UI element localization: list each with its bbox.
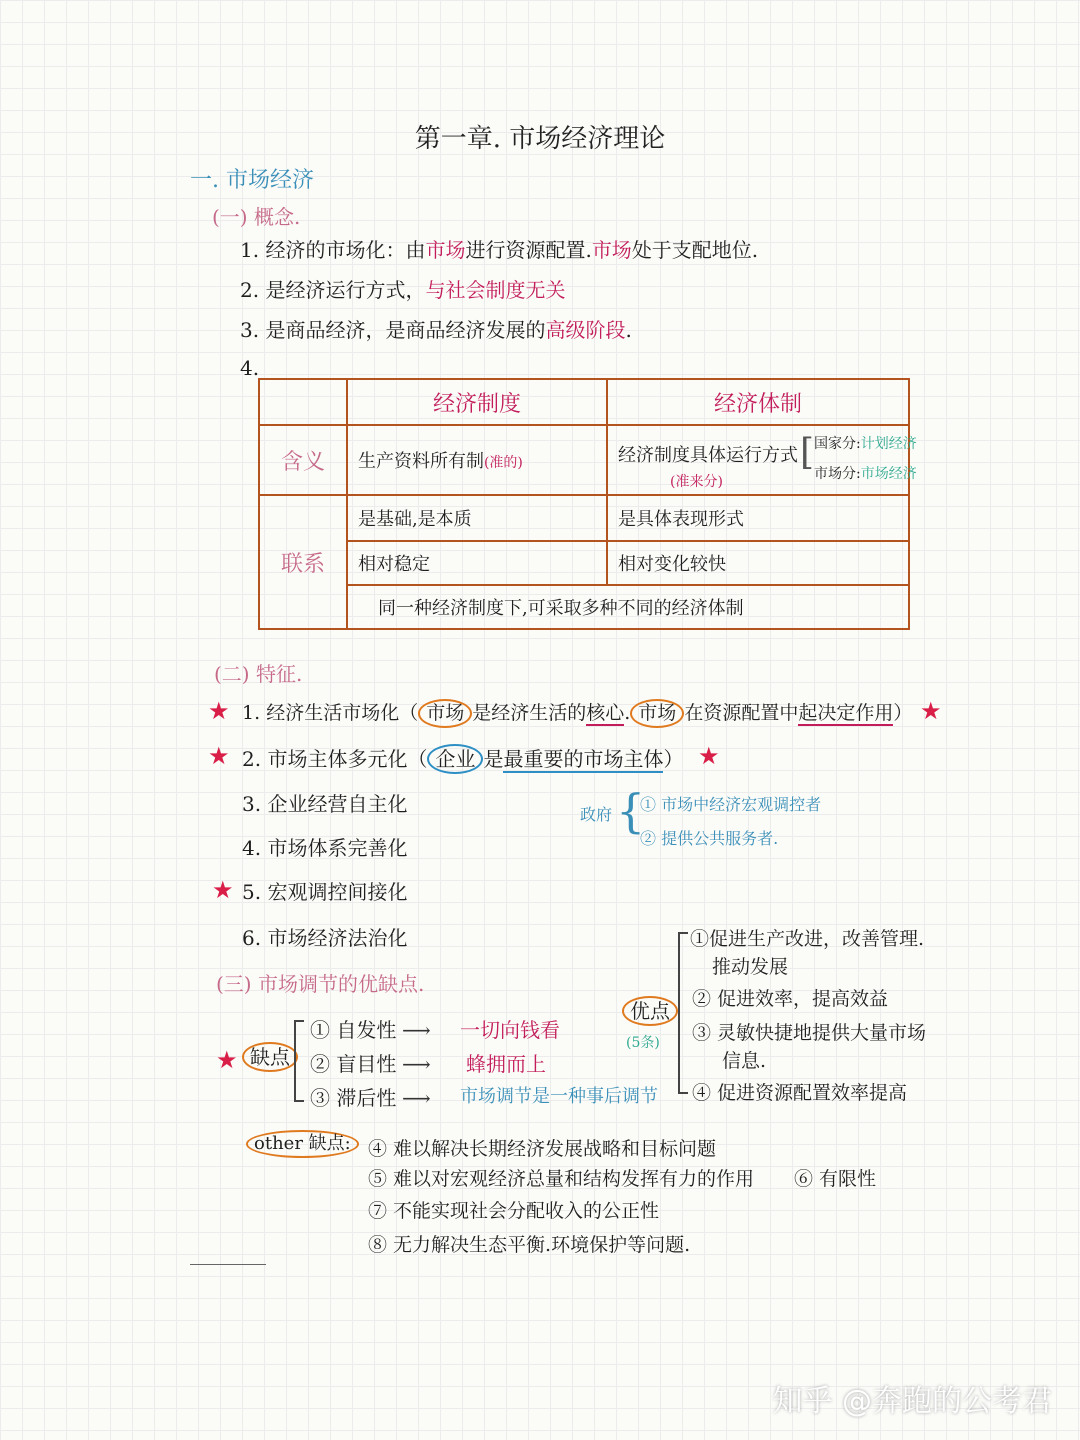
star-icon: ★ bbox=[208, 697, 230, 725]
cons-result-3: 市场调节是一种事后调节 bbox=[460, 1086, 658, 1107]
cons-label: 缺点 bbox=[242, 1042, 298, 1072]
concept-item-1: 1. 经济的市场化：由市场进行资源配置.市场处于支配地位. bbox=[240, 238, 759, 262]
col-header-system: 经济制度 bbox=[347, 379, 607, 425]
other-item-4: ④ 难以解决长期经济发展战略和目标问题 bbox=[368, 1138, 717, 1160]
col-header-regime: 经济体制 bbox=[607, 379, 909, 425]
arrow-icon: ⟶ bbox=[402, 1052, 431, 1076]
star-icon: ★ bbox=[698, 742, 720, 770]
gov-label: 政府 bbox=[580, 805, 613, 824]
cell-rel1-system: 是基础,是本质 bbox=[347, 495, 607, 541]
gov-item-1: ① 市场中经济宏观调控者 bbox=[640, 795, 822, 814]
pros-note: (5条) bbox=[626, 1035, 660, 1051]
feature-item-3: 3. 企业经营自主化 bbox=[242, 792, 408, 816]
pros-label: 优点 bbox=[622, 996, 678, 1026]
pros-item-4: ④ 促进资源配置效率提高 bbox=[692, 1082, 908, 1104]
star-icon: ★ bbox=[216, 1046, 238, 1074]
features-heading: (二) 特征. bbox=[214, 662, 303, 686]
arrow-icon: ⟶ bbox=[402, 1018, 431, 1042]
feature-item-5: 5. 宏观调控间接化 bbox=[242, 880, 408, 904]
pros-bracket bbox=[678, 932, 688, 1094]
pros-item-1-cont: 推动发展 bbox=[712, 956, 789, 978]
concept-item-3: 3. 是商品经济，是商品经济发展的高级阶段. bbox=[240, 318, 632, 342]
star-icon: ★ bbox=[920, 697, 942, 725]
page-rule bbox=[190, 1264, 266, 1265]
proscons-heading: (三) 市场调节的优缺点. bbox=[216, 972, 425, 996]
concept-item-4-num: 4. bbox=[240, 356, 260, 380]
page-title: 第一章. 市场经济理论 bbox=[414, 124, 666, 154]
cons-result-1: 一切向钱看 bbox=[460, 1018, 560, 1042]
feature-item-4: 4. 市场体系完善化 bbox=[242, 836, 408, 860]
feature-item-1: 1. 经济生活市场化（ 市场 是经济生活的核心. 市场 在资源配置中起决定作用） bbox=[242, 698, 912, 728]
arrow-icon: ⟶ bbox=[402, 1086, 431, 1110]
pros-item-2: ② 促进效率，提高效益 bbox=[692, 988, 889, 1010]
gov-item-2: ② 提供公共服务者. bbox=[640, 829, 779, 848]
feature-item-6: 6. 市场经济法治化 bbox=[242, 926, 408, 950]
economic-system-table bbox=[258, 378, 917, 630]
cell-rel2-system: 相对稳定 bbox=[347, 541, 607, 585]
cell-meaning-system: 生产资料所有制(准的) bbox=[347, 425, 607, 495]
section-heading: 一. 市场经济 bbox=[190, 168, 314, 193]
star-icon: ★ bbox=[208, 742, 230, 770]
row-header-relation: 联系 bbox=[259, 495, 347, 629]
cell-rel3: 同一种经济制度下,可采取多种不同的经济体制 bbox=[347, 585, 909, 629]
cell-rel1-regime: 是具体表现形式 bbox=[607, 495, 909, 541]
other-item-8: ⑧ 无力解决生态平衡.环境保护等问题. bbox=[368, 1234, 691, 1256]
watermark: 知乎 @奔跑的公考君 bbox=[772, 1384, 1052, 1419]
table-corner-cell bbox=[259, 379, 347, 425]
gov-brace: { bbox=[616, 784, 646, 838]
cons-item-3: ③ 滞后性 bbox=[310, 1086, 397, 1110]
feature-item-2: 2. 市场主体多元化（ 企业 是最重要的市场主体） bbox=[242, 743, 683, 774]
other-item-7: ⑦ 不能实现社会分配收入的公正性 bbox=[368, 1200, 660, 1222]
cons-item-2: ② 盲目性 bbox=[310, 1052, 397, 1076]
cell-meaning-regime: 经济制度具体运行方式 (准来分) [ 国家分:计划经济 市场分:市场经济 bbox=[607, 425, 909, 495]
star-icon: ★ bbox=[212, 876, 234, 904]
concept-item-2: 2. 是经济运行方式，与社会制度无关 bbox=[240, 278, 566, 302]
cell-rel2-regime: 相对变化较快 bbox=[607, 541, 909, 585]
pros-item-3-cont: 信息. bbox=[722, 1050, 767, 1072]
cons-item-1: ① 自发性 bbox=[310, 1018, 397, 1042]
pros-item-3: ③ 灵敏快捷地提供大量市场 bbox=[692, 1022, 927, 1044]
cons-result-2: 蜂拥而上 bbox=[466, 1052, 546, 1076]
concept-heading: (一) 概念. bbox=[212, 205, 301, 229]
cons-bracket bbox=[294, 1020, 304, 1102]
other-label: other 缺点: bbox=[246, 1130, 359, 1158]
other-item-5: ⑤ 难以对宏观经济总量和结构发挥有力的作用 bbox=[368, 1168, 755, 1190]
pros-item-1: ①促进生产改进，改善管理. bbox=[690, 928, 925, 950]
row-header-meaning: 含义 bbox=[259, 425, 347, 495]
other-item-6: ⑥ 有限性 bbox=[794, 1168, 877, 1190]
